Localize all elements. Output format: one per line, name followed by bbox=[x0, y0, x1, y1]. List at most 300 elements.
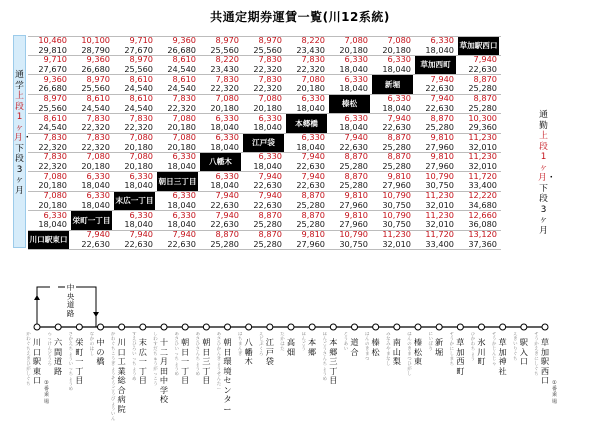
route-stop-reading: さかえちょういっちょうめ bbox=[68, 332, 74, 392]
fare-three-month: 28,790 bbox=[81, 44, 110, 55]
fare-one-month: 11,230 bbox=[382, 229, 411, 239]
route-stop-name: 南山梨 bbox=[392, 337, 401, 366]
fare-cell bbox=[415, 94, 456, 113]
fare-three-month: 26,680 bbox=[167, 44, 196, 55]
commuter-legend-bottom: 下段3ヶ月 bbox=[539, 183, 548, 236]
fare-three-month: 18,040 bbox=[339, 122, 368, 133]
fare-cell bbox=[157, 55, 198, 74]
fare-one-month: 10,790 bbox=[382, 190, 411, 201]
route-stop-reading: そうかにしまち bbox=[449, 332, 455, 367]
fare-one-month: 6,330 bbox=[215, 132, 239, 142]
fare-cell bbox=[157, 114, 198, 133]
fare-three-month: 27,960 bbox=[425, 141, 454, 152]
fare-cell bbox=[415, 114, 456, 133]
route-stop-reading: あさひいっちょうめ bbox=[174, 332, 179, 377]
fare-cell bbox=[286, 172, 327, 191]
fare-one-month: 7,940 bbox=[215, 209, 239, 220]
route-stop-reading: あさひさんちょうめ bbox=[195, 332, 201, 377]
fare-three-month: 23,430 bbox=[210, 63, 239, 74]
student-legend-prefix: 通学 bbox=[15, 70, 24, 91]
fare-three-month: 27,960 bbox=[425, 160, 454, 171]
fare-three-month: 20,180 bbox=[81, 160, 110, 171]
fare-cell bbox=[415, 191, 456, 210]
fare-one-month: 6,330 bbox=[258, 112, 282, 123]
fare-cell bbox=[458, 172, 499, 191]
fare-three-month: 24,540 bbox=[167, 63, 196, 74]
stop-marker bbox=[140, 324, 146, 330]
fare-cell bbox=[458, 230, 499, 249]
fare-one-month: 9,810 bbox=[430, 132, 454, 142]
fare-cell bbox=[329, 211, 370, 230]
route-stop-name: 高畑 bbox=[286, 337, 296, 357]
fare-three-month: 25,560 bbox=[38, 102, 67, 113]
fare-three-month: 27,960 bbox=[339, 219, 368, 230]
fare-three-month: 20,180 bbox=[124, 141, 153, 152]
stop-marker bbox=[98, 324, 104, 330]
route-stop-reading: はんのきまつひがし bbox=[407, 332, 412, 377]
fare-one-month: 6,330 bbox=[301, 93, 325, 104]
fare-three-month: 18,040 bbox=[339, 63, 368, 74]
fare-one-month: 7,830 bbox=[258, 54, 282, 65]
fare-three-month: 25,280 bbox=[382, 160, 411, 171]
fare-cell bbox=[243, 114, 284, 133]
fare-cell bbox=[71, 172, 112, 191]
fare-one-month: 9,810 bbox=[344, 190, 368, 201]
route-stop-reading: そうかえきにしぐち bbox=[534, 332, 539, 377]
fare-one-month: 9,710 bbox=[129, 35, 153, 45]
fare-one-month: 6,330 bbox=[344, 54, 368, 65]
fare-cell bbox=[200, 114, 241, 133]
fare-one-month: 8,610 bbox=[129, 73, 153, 84]
fare-cell bbox=[114, 55, 155, 74]
fare-cell bbox=[114, 230, 155, 249]
fare-three-month: 20,180 bbox=[382, 44, 411, 55]
fare-three-month: 18,040 bbox=[81, 180, 110, 191]
student-fare-legend bbox=[14, 70, 32, 196]
fare-three-month: 22,630 bbox=[382, 122, 411, 133]
fare-one-month: 6,330 bbox=[43, 209, 67, 220]
fare-three-month: 32,010 bbox=[425, 219, 454, 230]
fare-cell bbox=[458, 191, 499, 210]
fare-cell bbox=[329, 55, 370, 74]
fare-cell bbox=[243, 211, 284, 230]
route-stop-name: 草加西町 bbox=[456, 337, 465, 376]
fare-three-month: 37,360 bbox=[468, 238, 497, 249]
fare-cell bbox=[243, 230, 284, 249]
fare-cell bbox=[28, 55, 69, 74]
fare-one-month: 11,230 bbox=[468, 151, 497, 162]
fare-three-month: 30,750 bbox=[382, 219, 411, 230]
fare-one-month: 9,360 bbox=[86, 54, 110, 65]
fare-cell bbox=[415, 230, 456, 249]
fare-cell bbox=[28, 114, 69, 133]
fare-one-month: 6,330 bbox=[129, 209, 153, 220]
fare-three-month: 18,040 bbox=[38, 219, 67, 230]
stop-marker bbox=[161, 324, 167, 330]
fare-one-month: 13,120 bbox=[468, 229, 497, 239]
route-stop-name: 川口駅東口 bbox=[32, 337, 42, 385]
fare-cell bbox=[71, 114, 112, 133]
grid-row-line bbox=[28, 210, 501, 211]
fare-cell bbox=[28, 133, 69, 152]
fare-one-month: 8,870 bbox=[344, 170, 368, 181]
fare-three-month: 18,040 bbox=[167, 219, 196, 230]
route-stop-name: 草加神社 bbox=[498, 337, 507, 376]
fare-cell bbox=[114, 114, 155, 133]
fare-three-month: 24,540 bbox=[38, 122, 67, 133]
route-stop-name: 榛松 bbox=[371, 337, 380, 357]
fare-cell bbox=[329, 172, 370, 191]
stop-marker bbox=[119, 324, 125, 330]
stop-marker bbox=[457, 324, 463, 330]
route-stop-name: 草加駅西口 bbox=[540, 337, 550, 385]
fare-three-month: 18,040 bbox=[124, 180, 153, 191]
fare-one-month: 7,830 bbox=[86, 112, 110, 123]
fare-three-month: 25,280 bbox=[296, 219, 325, 230]
direction-arrow bbox=[34, 295, 40, 300]
fare-one-month: 6,330 bbox=[86, 170, 110, 181]
fare-cell bbox=[372, 191, 413, 210]
fare-three-month: 27,670 bbox=[38, 63, 67, 74]
fare-one-month: 6,330 bbox=[172, 190, 196, 201]
fare-cell bbox=[329, 114, 370, 133]
stop-marker bbox=[479, 324, 485, 330]
fare-cell bbox=[71, 152, 112, 171]
fare-three-month: 25,560 bbox=[253, 44, 282, 55]
fare-three-month: 24,540 bbox=[81, 102, 110, 113]
fare-one-month: 6,330 bbox=[215, 170, 239, 181]
fare-three-month: 25,560 bbox=[81, 83, 110, 94]
route-stop-name: 道合 bbox=[350, 337, 359, 357]
fare-one-month: 7,940 bbox=[430, 73, 454, 84]
route-stop-reading: たかはた bbox=[280, 332, 285, 352]
fare-one-month: 10,790 bbox=[425, 170, 454, 181]
fare-cell bbox=[157, 211, 198, 230]
fare-one-month: 11,230 bbox=[425, 190, 454, 201]
fare-one-month: 9,360 bbox=[43, 73, 67, 84]
fare-cell bbox=[157, 75, 198, 94]
fare-one-month: 8,870 bbox=[258, 229, 282, 239]
fare-three-month: 32,010 bbox=[382, 238, 411, 249]
fare-three-month: 29,360 bbox=[468, 122, 497, 133]
fare-three-month: 33,400 bbox=[468, 180, 497, 191]
fare-cell bbox=[286, 152, 327, 171]
fare-one-month: 6,330 bbox=[172, 209, 196, 220]
fare-cell bbox=[200, 75, 241, 94]
fare-one-month: 7,080 bbox=[258, 93, 282, 104]
fare-one-month: 6,330 bbox=[344, 73, 368, 84]
grid-row-line bbox=[28, 36, 501, 37]
fare-three-month: 22,320 bbox=[38, 141, 67, 152]
branch-line bbox=[58, 287, 96, 327]
stop-marker bbox=[542, 324, 548, 330]
fare-one-month: 7,830 bbox=[215, 73, 239, 84]
route-stop-name: 榛松東 bbox=[413, 337, 423, 366]
fare-three-month: 18,040 bbox=[81, 199, 110, 210]
stop-box: 榛松 bbox=[329, 94, 370, 113]
fare-three-month: 30,750 bbox=[425, 180, 454, 191]
fare-cell bbox=[329, 75, 370, 94]
fare-three-month: 18,040 bbox=[124, 219, 153, 230]
commuter-legend-sep: ・ bbox=[546, 173, 556, 183]
fare-cell bbox=[71, 133, 112, 152]
stop-marker bbox=[309, 324, 315, 330]
route-stop-reading: ほんごうさんちょうめ bbox=[322, 332, 328, 382]
fare-cell bbox=[243, 94, 284, 113]
fare-one-month: 8,610 bbox=[86, 93, 110, 104]
fare-three-month: 22,630 bbox=[124, 238, 153, 249]
fare-three-month: 24,540 bbox=[167, 83, 196, 94]
fare-one-month: 6,330 bbox=[86, 190, 110, 201]
route-stop-name: 朝日一丁目 bbox=[181, 337, 190, 385]
fare-one-month: 7,830 bbox=[258, 73, 282, 84]
fare-three-month: 22,630 bbox=[253, 199, 282, 210]
fare-one-month: 7,080 bbox=[344, 35, 368, 45]
stop-marker bbox=[246, 324, 252, 330]
fare-three-month: 18,040 bbox=[210, 141, 239, 152]
fare-one-month: 8,970 bbox=[129, 54, 153, 65]
route-stop-name: 駅入口 bbox=[519, 337, 528, 366]
route-stop-reading: えきいりぐち bbox=[513, 332, 518, 362]
fare-cell bbox=[286, 191, 327, 210]
stop-box: 新堀 bbox=[372, 75, 413, 94]
fare-three-month: 20,180 bbox=[210, 102, 239, 113]
route-stop-reading: はちまんぎ bbox=[237, 332, 243, 357]
fare-one-month: 7,940 bbox=[172, 229, 196, 239]
fare-one-month: 10,790 bbox=[339, 229, 368, 239]
fare-cell bbox=[114, 75, 155, 94]
fare-cell bbox=[329, 191, 370, 210]
route-stop-name: 朝日環境センター bbox=[223, 337, 232, 414]
fare-cell bbox=[415, 211, 456, 230]
fare-one-month: 8,870 bbox=[301, 209, 325, 220]
fare-three-month: 18,040 bbox=[382, 102, 411, 113]
fare-three-month: 18,040 bbox=[339, 83, 368, 94]
fare-three-month: 23,430 bbox=[296, 44, 325, 55]
student-legend-sep: ・ bbox=[22, 133, 32, 143]
fare-three-month: 30,750 bbox=[339, 238, 368, 249]
fare-three-month: 24,540 bbox=[124, 83, 153, 94]
stop-box: 江戸袋 bbox=[243, 133, 284, 152]
fare-one-month: 7,830 bbox=[301, 54, 325, 65]
fare-three-month: 25,280 bbox=[425, 122, 454, 133]
fare-cell bbox=[415, 75, 456, 94]
route-stop-name: 本郷 bbox=[308, 337, 317, 357]
stop-marker bbox=[415, 324, 421, 330]
fare-one-month: 8,610 bbox=[129, 93, 153, 104]
fare-cell bbox=[71, 94, 112, 113]
stop-marker bbox=[55, 324, 61, 330]
fare-cell bbox=[329, 230, 370, 249]
stop-box: 朝日三丁目 bbox=[157, 172, 198, 191]
route-stop-name: 六間道路 bbox=[54, 337, 63, 376]
fare-one-month: 11,720 bbox=[425, 229, 454, 239]
stop-marker bbox=[203, 324, 209, 330]
fare-three-month: 22,630 bbox=[210, 219, 239, 230]
fare-three-month: 25,280 bbox=[253, 238, 282, 249]
fare-three-month: 29,810 bbox=[38, 44, 67, 55]
fare-three-month: 18,040 bbox=[296, 102, 325, 113]
stop-box: 川口駅東口 bbox=[28, 230, 69, 249]
fare-cell bbox=[372, 55, 413, 74]
grid-row-line bbox=[28, 74, 501, 75]
fare-cell bbox=[71, 230, 112, 249]
fare-one-month: 7,940 bbox=[344, 132, 368, 142]
stop-marker bbox=[373, 324, 379, 330]
route-stop-reading: はんのきまつ bbox=[364, 332, 370, 362]
fare-cell bbox=[200, 191, 241, 210]
fare-one-month: 9,810 bbox=[301, 229, 325, 239]
fare-cell bbox=[458, 152, 499, 171]
fare-three-month: 25,280 bbox=[382, 141, 411, 152]
fare-cell bbox=[286, 211, 327, 230]
fare-one-month: 7,080 bbox=[86, 151, 110, 162]
fare-cell bbox=[415, 133, 456, 152]
fare-cell bbox=[372, 94, 413, 113]
fare-three-month: 18,040 bbox=[296, 141, 325, 152]
route-stop-reading: ほんごう bbox=[301, 332, 306, 352]
stop-marker bbox=[34, 324, 40, 330]
route-stop-reading: あさひかんきょうせんたー bbox=[216, 332, 222, 392]
fare-cell bbox=[286, 133, 327, 152]
route-stop-reading: ひかわちょう bbox=[470, 332, 476, 362]
fare-three-month: 25,280 bbox=[339, 160, 368, 171]
fare-one-month: 8,870 bbox=[430, 112, 454, 123]
fare-one-month: 7,940 bbox=[215, 190, 239, 201]
fare-cell bbox=[243, 191, 284, 210]
route-stop-reading: にいぼり bbox=[428, 332, 433, 352]
commuter-fare-panel bbox=[537, 94, 550, 264]
fare-three-month: 22,630 bbox=[253, 180, 282, 191]
fare-three-month: 27,960 bbox=[296, 238, 325, 249]
fare-cell bbox=[28, 152, 69, 171]
fare-cell bbox=[200, 211, 241, 230]
fare-cell bbox=[114, 36, 155, 55]
fare-one-month: 8,970 bbox=[86, 73, 110, 84]
fare-one-month: 7,940 bbox=[387, 112, 411, 123]
fare-cell bbox=[71, 191, 112, 210]
fare-three-month: 22,630 bbox=[468, 63, 497, 74]
fare-cell bbox=[157, 36, 198, 55]
fare-three-month: 20,180 bbox=[38, 199, 67, 210]
fare-three-month: 33,400 bbox=[425, 238, 454, 249]
grid-row-line bbox=[28, 152, 501, 153]
fare-one-month: 11,230 bbox=[468, 132, 497, 142]
fare-one-month: 10,460 bbox=[38, 35, 67, 45]
fare-three-month: 18,040 bbox=[210, 180, 239, 191]
stop-box: 末広一丁目 bbox=[114, 191, 155, 210]
stop-marker bbox=[436, 324, 442, 330]
fare-cell bbox=[458, 211, 499, 230]
fare-three-month: 22,630 bbox=[425, 83, 454, 94]
fare-three-month: 22,630 bbox=[296, 180, 325, 191]
fare-three-month: 22,630 bbox=[425, 102, 454, 113]
fare-cell bbox=[114, 211, 155, 230]
stop-marker bbox=[225, 324, 231, 330]
fare-one-month: 8,870 bbox=[301, 190, 325, 201]
fare-one-month: 7,830 bbox=[86, 132, 110, 142]
fare-three-month: 22,320 bbox=[38, 160, 67, 171]
route-stop-reading: すえひろいっちょうめ bbox=[132, 332, 137, 382]
fare-three-month: 22,630 bbox=[167, 238, 196, 249]
fare-three-month: 20,180 bbox=[167, 141, 196, 152]
grid-row-line bbox=[28, 113, 501, 114]
fare-one-month: 7,830 bbox=[129, 112, 153, 123]
route-stop-reading: どうあい bbox=[343, 332, 349, 352]
fare-one-month: 8,870 bbox=[473, 93, 497, 104]
grid-row-line bbox=[28, 249, 501, 250]
stop-marker bbox=[267, 324, 273, 330]
fare-one-month: 10,100 bbox=[81, 35, 110, 45]
fare-one-month: 6,330 bbox=[215, 112, 239, 123]
fare-one-month: 8,610 bbox=[172, 73, 196, 84]
fare-three-month: 32,010 bbox=[468, 141, 497, 152]
fare-three-month: 32,010 bbox=[425, 199, 454, 210]
route-stop-platform: ③番乗場 bbox=[43, 380, 50, 405]
fare-cell bbox=[243, 172, 284, 191]
branch-line bbox=[37, 287, 50, 327]
fare-one-month: 8,610 bbox=[43, 112, 67, 123]
fare-one-month: 12,660 bbox=[468, 209, 497, 220]
fare-cell bbox=[372, 133, 413, 152]
fare-three-month: 18,040 bbox=[167, 160, 196, 171]
fare-cell bbox=[415, 36, 456, 55]
fare-one-month: 8,870 bbox=[258, 209, 282, 220]
fare-one-month: 7,940 bbox=[129, 229, 153, 239]
route-stop-name: 八幡木 bbox=[244, 337, 253, 366]
fare-cell bbox=[286, 94, 327, 113]
grid-row-line bbox=[28, 94, 501, 95]
fare-cell bbox=[243, 36, 284, 55]
fare-cell bbox=[372, 152, 413, 171]
stop-box: 草加西町 bbox=[415, 55, 456, 74]
fare-cell bbox=[243, 55, 284, 74]
fare-three-month: 26,680 bbox=[38, 83, 67, 94]
fare-three-month: 25,280 bbox=[210, 238, 239, 249]
fare-one-month: 6,330 bbox=[129, 170, 153, 181]
stop-marker bbox=[394, 324, 400, 330]
fare-cell bbox=[415, 172, 456, 191]
fare-one-month: 9,710 bbox=[43, 54, 67, 65]
fare-cell bbox=[157, 94, 198, 113]
fare-cell bbox=[286, 230, 327, 249]
fare-three-month: 18,040 bbox=[382, 63, 411, 74]
fare-three-month: 22,320 bbox=[296, 63, 325, 74]
fare-one-month: 7,080 bbox=[301, 73, 325, 84]
fare-cell bbox=[372, 230, 413, 249]
route-stop-reading: みなみやまなし bbox=[386, 332, 391, 367]
route-stop-reading: かわぐちこうぎょうそうごうびょういん bbox=[110, 332, 116, 422]
student-legend-top: 上段1ヶ月 bbox=[14, 91, 24, 143]
fare-three-month: 32,010 bbox=[468, 160, 497, 171]
fare-cell bbox=[286, 75, 327, 94]
grid-row-line bbox=[28, 191, 501, 192]
fare-cell bbox=[286, 55, 327, 74]
fare-three-month: 25,560 bbox=[210, 44, 239, 55]
fare-cell bbox=[415, 152, 456, 171]
route-stop-name: 本郷三丁目 bbox=[329, 337, 338, 385]
stop-box: 草加駅西口 bbox=[458, 36, 499, 55]
fare-three-month: 22,320 bbox=[253, 63, 282, 74]
fare-cell bbox=[200, 94, 241, 113]
fare-one-month: 12,220 bbox=[468, 190, 497, 201]
route-stop-platform: ①番乗場 bbox=[551, 380, 558, 405]
fare-one-month: 6,330 bbox=[387, 54, 411, 65]
route-stop-reading: そうかじんじゃ bbox=[491, 332, 497, 367]
stop-box: 本郷橋 bbox=[286, 114, 327, 133]
fare-one-month: 7,080 bbox=[215, 93, 239, 104]
fare-three-month: 20,180 bbox=[253, 102, 282, 113]
